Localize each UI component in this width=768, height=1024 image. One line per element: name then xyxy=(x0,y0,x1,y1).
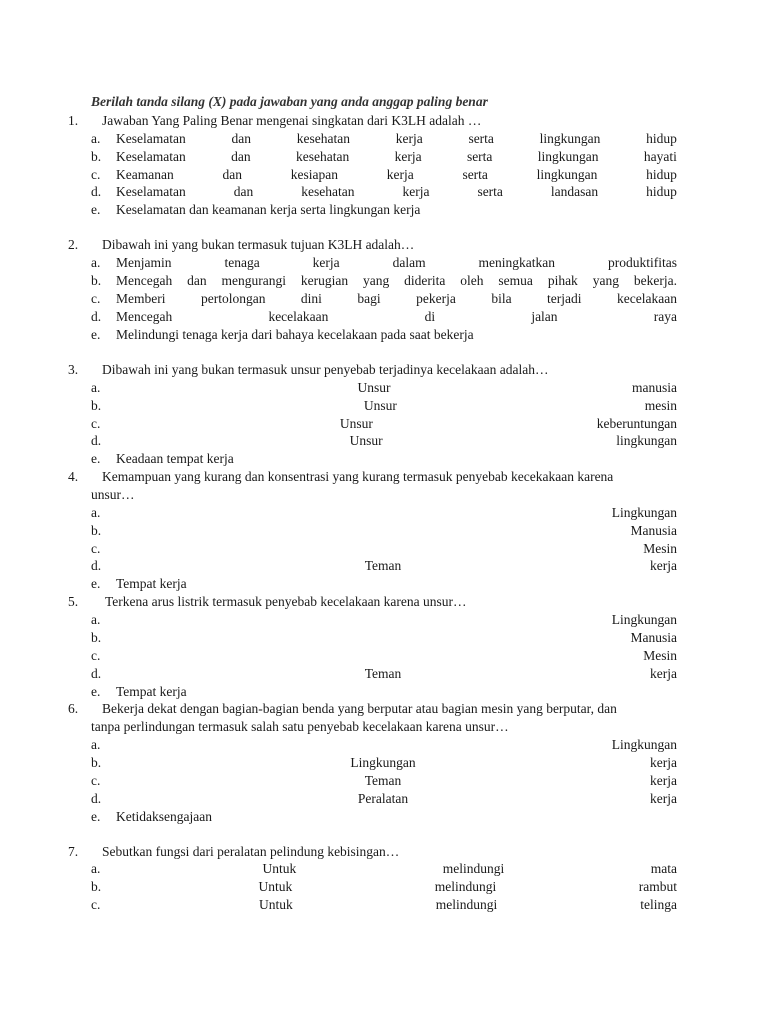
option-word: mata xyxy=(650,861,677,876)
option-word: Tempat kerja xyxy=(116,684,187,699)
option-word: Ketidaksengajaan xyxy=(116,809,212,824)
option-word: kerja xyxy=(386,167,414,182)
option-word: bagi xyxy=(357,291,381,306)
option-text xyxy=(116,736,677,754)
option-word: melindungi xyxy=(435,897,498,912)
option-label: e. xyxy=(91,684,101,699)
option-label: e. xyxy=(91,327,101,342)
option-word: Keselamatan dan keamanan kerja serta lingkungan kerja xyxy=(116,202,421,217)
question-number: 4. xyxy=(68,469,79,484)
option-text xyxy=(116,397,677,415)
option-label: c. xyxy=(91,897,101,912)
option-text xyxy=(116,665,677,683)
option-word: di xyxy=(424,309,436,324)
option-word: Keamanan xyxy=(116,167,174,182)
option-word: bekerja. xyxy=(633,273,677,288)
option-word: raya xyxy=(653,309,677,324)
option-label: b. xyxy=(91,398,102,413)
option-word: pekerja xyxy=(416,291,456,306)
option-word: rambut xyxy=(638,879,677,894)
question-text: Terkena arus listrik termasuk penyebab kecelakaan karena unsur… xyxy=(105,594,467,609)
option-text xyxy=(116,130,677,148)
option-label: b. xyxy=(91,755,102,770)
option-text xyxy=(116,540,677,558)
option-word: Tempat kerja xyxy=(116,576,187,591)
question-text: Sebutkan fungsi dari peralatan pelindung kebisingan… xyxy=(102,844,400,859)
option-word: Menjamin xyxy=(116,255,172,270)
option-word: melindungi xyxy=(434,879,497,894)
option-text xyxy=(116,379,677,397)
option-word: kecelakaan xyxy=(617,291,677,306)
option-text xyxy=(116,772,677,790)
option-word: serta xyxy=(466,149,493,164)
option-word: keberuntungan xyxy=(596,416,677,431)
option-word: manusia xyxy=(632,380,677,395)
option-label: c. xyxy=(91,541,101,556)
option-label: a. xyxy=(91,505,101,520)
option-label: b. xyxy=(91,149,102,164)
option-word: Manusia xyxy=(630,523,677,538)
option-word: Lingkungan xyxy=(611,612,677,627)
question-text: tanpa perlindungan termasuk salah satu penyebab kecelakaan karena unsur… xyxy=(91,719,509,734)
option-label: c. xyxy=(91,648,101,663)
option-word: Teman xyxy=(364,558,402,573)
option-word: Mesin xyxy=(643,541,677,556)
option-label: b. xyxy=(91,273,102,288)
question-text: Bekerja dekat dengan bagian-bagian benda yang berputar atau bagian mesin yang berputar, dan xyxy=(102,701,617,716)
option-word: pihak xyxy=(547,273,578,288)
option-word: hayati xyxy=(643,149,677,164)
option-word: dan xyxy=(231,131,251,146)
option-text xyxy=(116,575,677,593)
option-label: d. xyxy=(91,791,102,806)
option-word: kerja xyxy=(312,255,340,270)
option-word: Untuk xyxy=(258,879,293,894)
option-word: hidup xyxy=(646,167,677,182)
option-word: Untuk xyxy=(262,861,297,876)
option-text xyxy=(116,290,677,308)
option-word: lingkungan xyxy=(539,131,601,146)
option-text xyxy=(116,504,677,522)
option-word: Unsur xyxy=(363,398,397,413)
option-label: b. xyxy=(91,630,102,645)
option-word: Unsur xyxy=(349,433,383,448)
option-label: e. xyxy=(91,809,101,824)
option-word: jalan xyxy=(531,309,558,324)
option-word: meningkatkan xyxy=(478,255,556,270)
option-label: a. xyxy=(91,861,101,876)
option-label: d. xyxy=(91,666,102,681)
option-text xyxy=(116,878,677,896)
question-number: 3. xyxy=(68,362,79,377)
question-number: 7. xyxy=(68,844,79,859)
option-word: dini xyxy=(300,291,322,306)
question-text: Dibawah ini yang bukan termasuk tujuan K3LH adalah… xyxy=(102,237,415,252)
option-text xyxy=(116,183,677,201)
option-word: kecelakaan xyxy=(268,309,329,324)
option-word: landasan xyxy=(550,184,599,199)
option-text xyxy=(116,450,677,468)
option-text xyxy=(116,272,677,290)
option-word: Keadaan tempat kerja xyxy=(116,451,234,466)
option-word: yang xyxy=(592,273,619,288)
option-text xyxy=(116,326,677,344)
option-text xyxy=(116,683,677,701)
option-word: kerja xyxy=(395,131,423,146)
option-word: serta xyxy=(477,184,503,199)
option-text xyxy=(116,415,677,433)
option-word: Manusia xyxy=(630,630,677,645)
option-word: serta xyxy=(462,167,488,182)
option-text xyxy=(116,432,677,450)
question-text: Jawaban Yang Paling Benar mengenai singkatan dari K3LH adalah … xyxy=(102,113,482,128)
option-label: c. xyxy=(91,773,101,788)
option-word: hidup xyxy=(646,131,677,146)
option-word: mengurangi xyxy=(221,273,286,288)
option-label: c. xyxy=(91,167,101,182)
option-word: tenaga xyxy=(224,255,260,270)
option-word: Melindungi tenaga kerja dari bahaya kecelakaan pada saat bekerja xyxy=(116,327,474,342)
option-label: b. xyxy=(91,879,102,894)
option-label: c. xyxy=(91,291,101,306)
option-text xyxy=(116,647,677,665)
option-word: Teman xyxy=(364,666,402,681)
option-label: d. xyxy=(91,184,102,199)
question-text: Dibawah ini yang bukan termasuk unsur penyebab terjadinya kecelakaan adalah… xyxy=(102,362,549,377)
question-text: unsur… xyxy=(91,487,135,502)
option-word: dan xyxy=(231,149,251,164)
option-word: kerja xyxy=(394,149,422,164)
option-word: Memberi xyxy=(116,291,166,306)
option-text xyxy=(116,808,677,826)
option-word: Keselamatan xyxy=(116,184,186,199)
option-word: yang xyxy=(363,273,390,288)
option-word: kerja xyxy=(650,755,677,770)
option-word: dan xyxy=(222,167,242,182)
option-word: Lingkungan xyxy=(611,737,677,752)
option-word: kerja xyxy=(650,791,677,806)
option-word: Unsur xyxy=(357,380,391,395)
option-label: d. xyxy=(91,309,102,324)
option-word: oleh xyxy=(460,273,484,288)
option-label: d. xyxy=(91,558,102,573)
option-word: dan xyxy=(233,184,254,199)
option-word: mesin xyxy=(644,398,677,413)
option-word: Mencegah xyxy=(116,273,173,288)
option-label: c. xyxy=(91,416,101,431)
option-word: kesehatan xyxy=(295,149,350,164)
option-label: a. xyxy=(91,380,101,395)
option-word: lingkungan xyxy=(616,433,677,448)
option-word: lingkungan xyxy=(537,149,599,164)
option-word: produktifitas xyxy=(607,255,677,270)
option-word: dan xyxy=(187,273,207,288)
option-word: kerja xyxy=(650,773,677,788)
option-word: melindungi xyxy=(442,861,505,876)
option-word: Lingkungan xyxy=(350,755,416,770)
option-label: e. xyxy=(91,451,101,466)
option-text xyxy=(116,754,677,772)
option-word: kerja xyxy=(650,558,677,573)
option-word: Mencegah xyxy=(116,309,173,324)
option-word: terjadi xyxy=(547,291,582,306)
option-word: kesehatan xyxy=(301,184,355,199)
option-label: a. xyxy=(91,255,101,270)
option-label: d. xyxy=(91,433,102,448)
option-text xyxy=(116,557,677,575)
option-label: a. xyxy=(91,737,101,752)
option-text xyxy=(116,629,677,647)
option-text xyxy=(116,522,677,540)
option-text xyxy=(116,254,677,272)
question-number: 2. xyxy=(68,237,79,252)
option-word: kesiapan xyxy=(290,167,338,182)
option-text xyxy=(116,860,677,878)
option-word: kerja xyxy=(650,666,677,681)
option-word: bila xyxy=(491,291,512,306)
question-number: 1. xyxy=(68,113,79,128)
question-number: 6. xyxy=(68,701,79,716)
option-word: kerja xyxy=(402,184,430,199)
option-word: semua xyxy=(498,273,533,288)
option-text xyxy=(116,790,677,808)
option-label: b. xyxy=(91,523,102,538)
option-word: dalam xyxy=(392,255,426,270)
option-label: a. xyxy=(91,612,101,627)
option-text xyxy=(116,201,677,219)
option-word: kerugian xyxy=(300,273,349,288)
option-word: Lingkungan xyxy=(611,505,677,520)
option-word: Peralatan xyxy=(357,791,409,806)
option-label: e. xyxy=(91,576,101,591)
question-number: 5. xyxy=(68,594,79,609)
option-text xyxy=(116,611,677,629)
option-word: kesehatan xyxy=(296,131,350,146)
option-word: lingkungan xyxy=(536,167,598,182)
option-word: Teman xyxy=(364,773,402,788)
option-word: hidup xyxy=(646,184,677,199)
instruction-text: Berilah tanda silang (X) pada jawaban yang anda anggap paling benar xyxy=(91,94,488,109)
option-label: e. xyxy=(91,202,101,217)
option-word: telinga xyxy=(640,897,677,912)
option-word: pertolongan xyxy=(200,291,266,306)
option-text xyxy=(116,896,677,914)
option-text xyxy=(116,308,677,326)
option-text xyxy=(116,148,677,166)
option-word: serta xyxy=(468,131,494,146)
option-word: Keselamatan xyxy=(116,131,186,146)
option-word: diderita xyxy=(404,273,446,288)
option-word: Unsur xyxy=(339,416,373,431)
option-word: Untuk xyxy=(259,897,293,912)
option-label: a. xyxy=(91,131,101,146)
option-word: Mesin xyxy=(643,648,677,663)
question-text: Kemampuan yang kurang dan konsentrasi yang kurang termasuk penyebab kecekakaan karena xyxy=(102,469,614,484)
option-text xyxy=(116,166,677,184)
option-word: Keselamatan xyxy=(116,149,186,164)
